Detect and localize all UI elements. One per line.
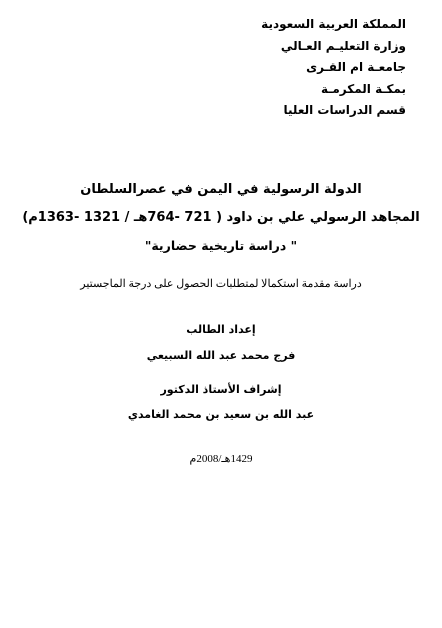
thesis-purpose: دراسة مقدمة استكمالا لمتطلبات الحصول على درجة الماجستير: [80, 278, 362, 290]
supervisor-label: إشراف الأستاذ الدكتور: [160, 383, 282, 396]
thesis-title-line-3: " دراسة تاريخية حضارية": [144, 238, 298, 253]
thesis-date: 1429هـ/2008م: [189, 453, 253, 465]
supervisor-name: عبد الله بن سعيد بن محمد الغامدي: [127, 408, 315, 421]
thesis-title-line-1: الدولة الرسولية في اليمن في عصرالسلطان: [80, 182, 362, 197]
student-name: فرج محمد عبد الله السبيعي: [146, 349, 296, 362]
header-line-kingdom: المملكة العربية السعودية: [261, 17, 406, 31]
header-line-university: جامعـة ام القـرى: [306, 60, 406, 74]
header-line-city: بمكـة المكرمـة: [320, 81, 406, 96]
header-line-ministry: وزارة التعليـم العـالي: [280, 38, 406, 53]
header-line-department: قسم الدراسات العليا: [283, 103, 406, 117]
student-label: إعداد الطالب: [186, 323, 256, 336]
thesis-title-line-2: المجاهد الرسولي علي بن داود ( 721 -764هـ / 1321 -1363م): [22, 210, 420, 225]
institution-header: [226, 14, 406, 122]
